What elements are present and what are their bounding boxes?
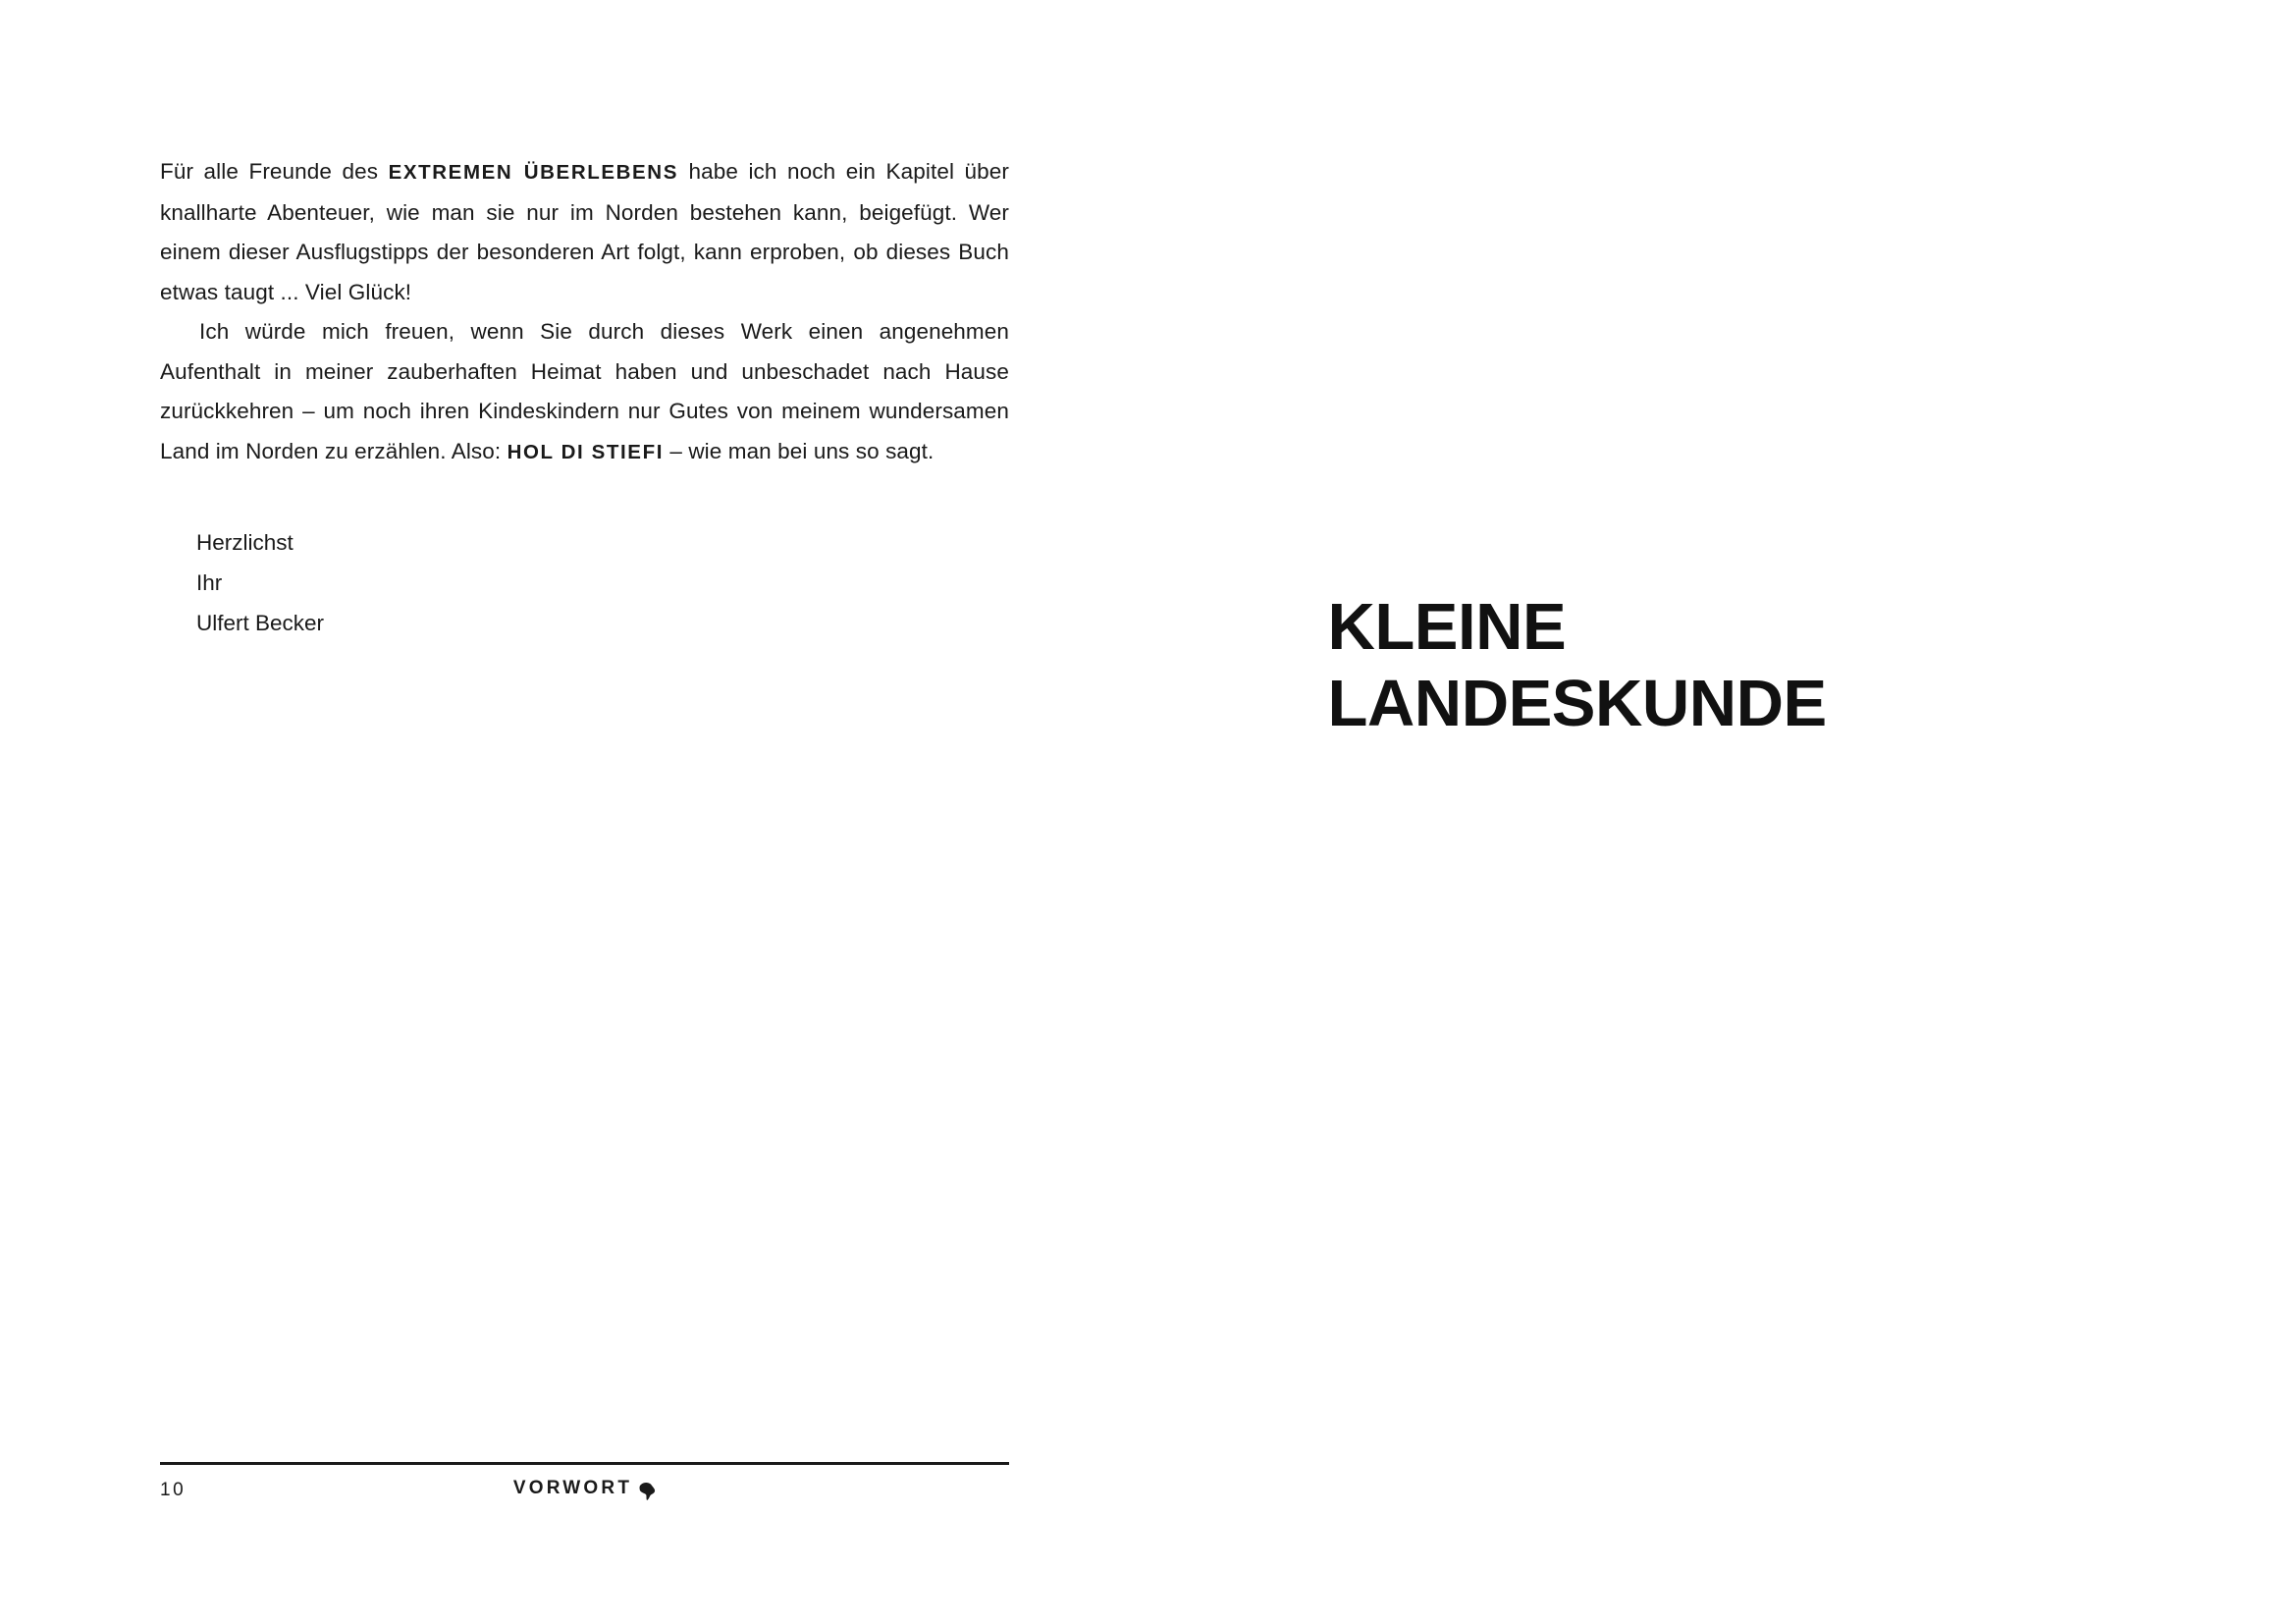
paragraph-2: [160, 312, 1009, 472]
bird-silhouette-icon: [639, 1482, 656, 1500]
paragraph-2-segment-1: Ich würde mich freuen, wenn Sie durch dieses Werk einen angenehmen Aufenthalt in meiner zauberhaften Heimat haben und unbeschadet nach Hause zurückkehren – um noch ihren Kindeskindern nur Gutes von meinem wundersamen Land im Norden zu erzählen. Also:: [160, 319, 1009, 463]
signature-author-name: Ulfert Becker: [196, 611, 325, 635]
signature-line-1: Herzlichst: [196, 530, 294, 555]
paragraph-1: [160, 152, 1009, 312]
signature-block: [196, 522, 324, 643]
paragraph-2-emphasis: HOL DI STIEFI: [507, 440, 664, 463]
chapter-title-line-1: KLEINE: [1327, 590, 1567, 664]
body-text-block: [160, 152, 1009, 472]
paragraph-1-segment-3: habe ich noch ein Kapitel über knallharte Abenteuer, wie man sie nur im Norden bestehen kann, beigefügt. Wer einem dieser Ausflugstipps der besonderen Art folgt, kann erproben, ob dieses Buch etwas taugt ... Viel Glück!: [160, 159, 1009, 304]
chapter-title: [1328, 589, 1827, 742]
paragraph-1-emphasis: EXTREMEN ÜBERLEBENS: [388, 161, 678, 184]
running-head-label: VORWORT: [512, 1478, 633, 1498]
footer-divider: [160, 1462, 1009, 1465]
running-head-inner: [513, 1478, 656, 1499]
paragraph-2-segment-3: – wie man bei uns so sagt.: [664, 438, 934, 463]
right-page: [1148, 0, 2296, 1624]
paragraph-1-segment-1: Für alle Freunde des: [160, 159, 389, 184]
signature-line-2: Ihr: [196, 570, 223, 595]
page-number: 10: [160, 1480, 187, 1500]
chapter-title-line-2: LANDESKUNDE: [1327, 667, 1827, 740]
running-head: [160, 1478, 1009, 1499]
